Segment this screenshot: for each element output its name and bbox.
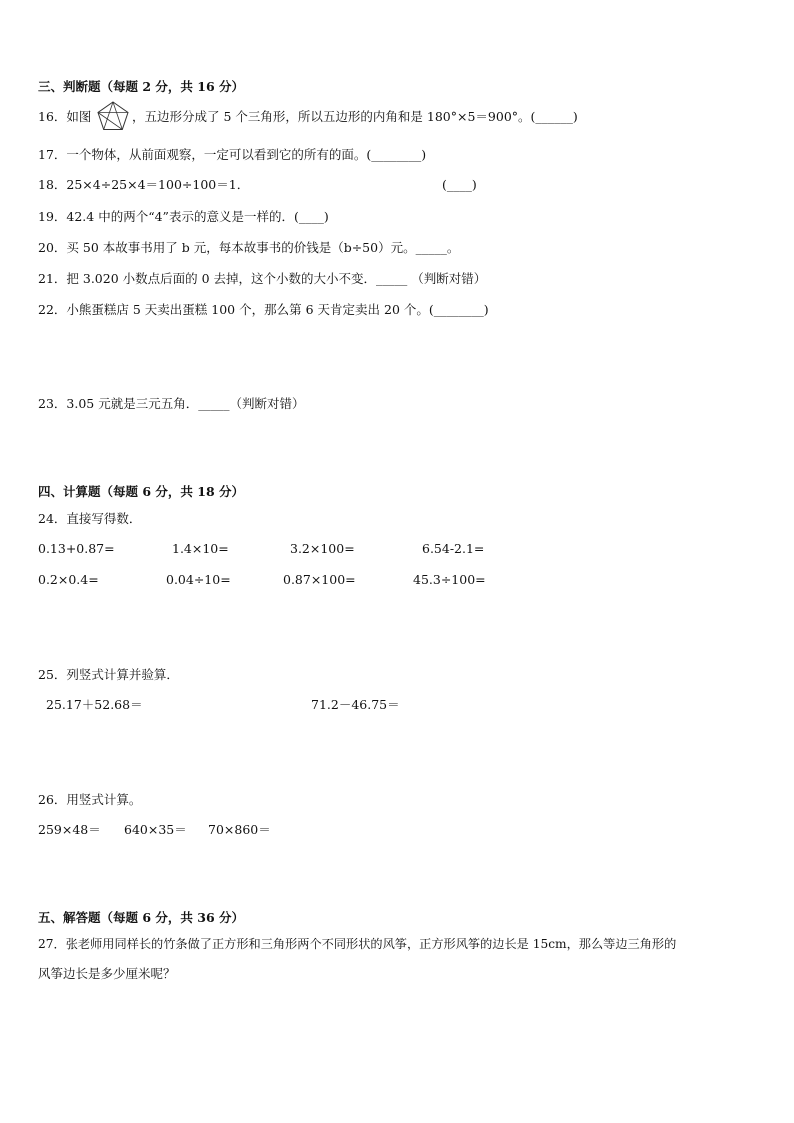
question-18: 18．25×4÷25×4＝100÷100＝1．	[38, 177, 250, 192]
question-24-title: 24．直接写得数．	[38, 511, 142, 526]
section-3-heading: 三、判断题（每题 2 分，共 16 分）	[38, 79, 245, 94]
section-4-heading: 四、计算题（每题 6 分，共 18 分）	[38, 484, 245, 499]
question-23: 23．3.05 元就是三元五角．_____（判断对错）	[38, 396, 305, 411]
calc-item: 0.04÷10=	[166, 572, 231, 587]
calc-item: 6.54-2.1=	[422, 541, 485, 556]
calc-item: 1.4×10=	[172, 541, 229, 556]
calc-item: 45.3÷100=	[413, 572, 486, 587]
pentagon-figure	[96, 100, 130, 132]
calc-item: 0.2×0.4=	[38, 572, 99, 587]
question-18-blank: (____)	[442, 177, 477, 192]
calc-item: 0.87×100=	[283, 572, 356, 587]
question-16-prefix: 16．如图	[38, 109, 92, 124]
question-22: 22．小熊蛋糕店 5 天卖出蛋糕 100 个，那么第 6 天肯定卖出 20 个。(________)	[38, 302, 489, 317]
calc-item: 71.2－46.75＝	[311, 697, 400, 712]
calc-item: 3.2×100=	[290, 541, 355, 556]
calc-item: 25.17＋52.68＝	[46, 697, 143, 712]
question-27-line-2: 风筝边长是多少厘米呢？	[38, 966, 176, 981]
question-16-text: ，五边形分成了 5 个三角形，所以五边形的内角和是 180°×5＝900°。(______)	[132, 109, 578, 124]
question-25-title: 25．列竖式计算并验算．	[38, 667, 179, 682]
calc-item: 259×48＝	[38, 822, 101, 837]
question-20: 20．买 50 本故事书用了 b 元，每本故事书的价钱是（b÷50）元。_____。	[38, 240, 460, 255]
question-19: 19．42.4 中的两个“4”表示的意义是一样的．(____)	[38, 209, 329, 224]
question-27-line-1: 27．张老师用同样长的竹条做了正方形和三角形两个不同形状的风筝，正方形风筝的边长是 15cm，那么等边三角形的	[38, 937, 677, 951]
calc-item: 0.13+0.87=	[38, 541, 115, 556]
calc-item: 640×35＝	[124, 822, 187, 837]
question-26-title: 26．用竖式计算。	[38, 792, 142, 807]
question-17: 17．一个物体，从前面观察，一定可以看到它的所有的面。(________)	[38, 147, 427, 162]
question-21: 21．把 3.020 小数点后面的 0 去掉，这个小数的大小不变．_____ （判断对错）	[38, 271, 487, 286]
calc-item: 70×860＝	[208, 822, 271, 837]
section-5-heading: 五、解答题（每题 6 分，共 36 分）	[38, 910, 245, 925]
